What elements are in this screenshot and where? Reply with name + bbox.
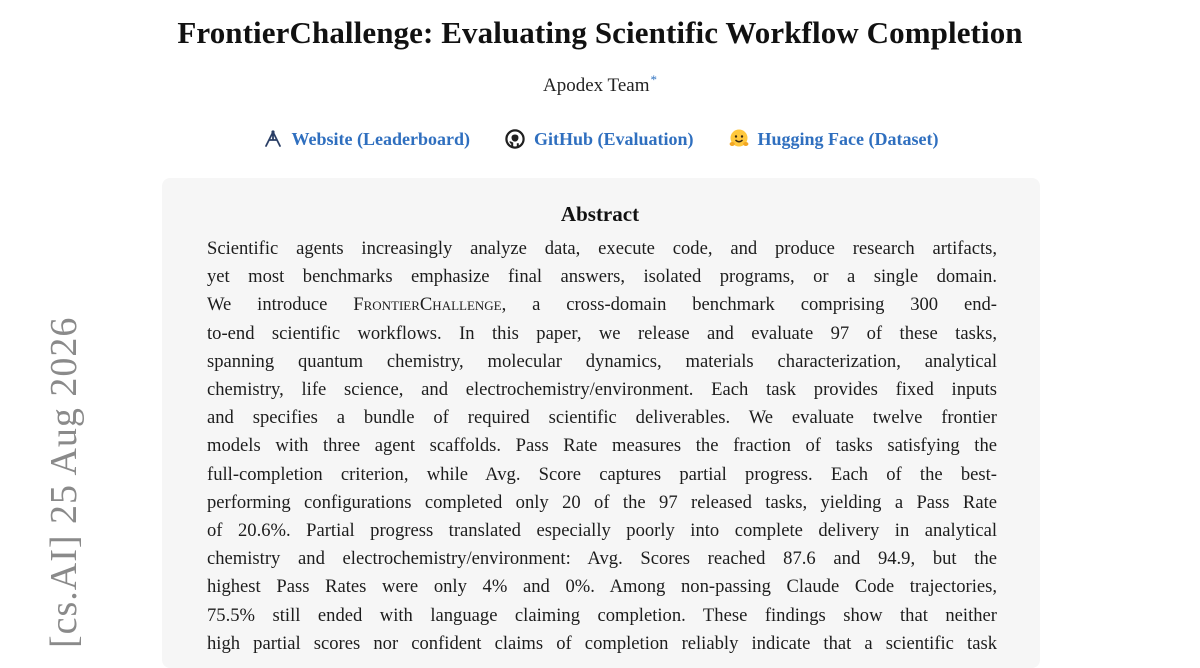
arxiv-side-stamp: [cs.AI] 25 Aug 2026 bbox=[43, 316, 85, 648]
abstract-line: of 20.6%. Partial progress translated especially poorly into complete delivery in analytical bbox=[207, 520, 997, 542]
abstract-line: chemistry and electrochemistry/environment: Avg. Scores reached 87.6 and 94.9, but the bbox=[207, 548, 997, 570]
website-leaderboard-link[interactable] bbox=[262, 128, 470, 150]
abstract-line: spanning quantum chemistry, molecular dynamics, materials characterization, analytical bbox=[207, 350, 997, 372]
hugging-face-link-label: Hugging Face (Dataset) bbox=[757, 128, 939, 149]
benchmark-name: FrontierChallenge bbox=[353, 294, 502, 316]
paper-authors bbox=[0, 71, 1200, 97]
abstract-line: models with three agent scaffolds. Pass Rate measures the fraction of tasks satisfying the bbox=[207, 435, 997, 457]
abstract-line: full-completion criterion, while Avg. Score captures partial progress. Each of the best- bbox=[207, 463, 997, 485]
abstract-line-suffix: , a cross-domain benchmark comprising 300 end- bbox=[501, 294, 997, 316]
github-evaluation-link[interactable] bbox=[504, 128, 694, 150]
abstract-text bbox=[207, 235, 997, 658]
abstract-line: to-end scientific workflows. In this paper, we release and evaluate 97 of these tasks, bbox=[207, 322, 997, 344]
abstract-line: Scientific agents increasingly analyze data, execute code, and produce research artifacts, bbox=[207, 238, 997, 259]
abstract-heading: Abstract bbox=[560, 202, 640, 226]
paper-title: FrontierChallenge: Evaluating Scientific Workflow Completion bbox=[177, 15, 1023, 50]
abstract-line bbox=[207, 291, 997, 319]
hugging-face-icon bbox=[728, 128, 750, 150]
abstract-line: yet most benchmarks emphasize final answers, isolated programs, or a single domain. bbox=[207, 266, 997, 288]
abstract-line: highest Pass Rates were only 4% and 0%. Among non-passing Claude Code trajectories, bbox=[207, 576, 997, 598]
abstract-line: and specifies a bundle of required scientific deliverables. We evaluate twelve frontier bbox=[207, 407, 997, 429]
abstract-line: chemistry, life science, and electrochemistry/environment. Each task provides fixed inputs bbox=[207, 379, 997, 401]
hugging-face-dataset-link[interactable] bbox=[728, 128, 939, 150]
github-icon bbox=[504, 128, 526, 150]
leaderboard-logo-icon bbox=[262, 128, 284, 150]
website-link-label: Website (Leaderboard) bbox=[291, 128, 470, 149]
author-names: Apodex Team bbox=[543, 75, 650, 96]
github-link-label: GitHub (Evaluation) bbox=[533, 128, 694, 149]
resource-links bbox=[0, 128, 1200, 150]
abstract-line-prefix: We introduce bbox=[207, 294, 354, 316]
author-footnote-mark[interactable]: * bbox=[650, 71, 657, 87]
abstract-line: high partial scores nor confident claims of completion reliably indicate that a scientific task bbox=[207, 632, 997, 654]
abstract-line: performing configurations completed only 20 of the 97 released tasks, yielding a Pass Rate bbox=[207, 491, 997, 513]
abstract-line: 75.5% still ended with language claiming completion. These findings show that neither bbox=[207, 604, 997, 626]
